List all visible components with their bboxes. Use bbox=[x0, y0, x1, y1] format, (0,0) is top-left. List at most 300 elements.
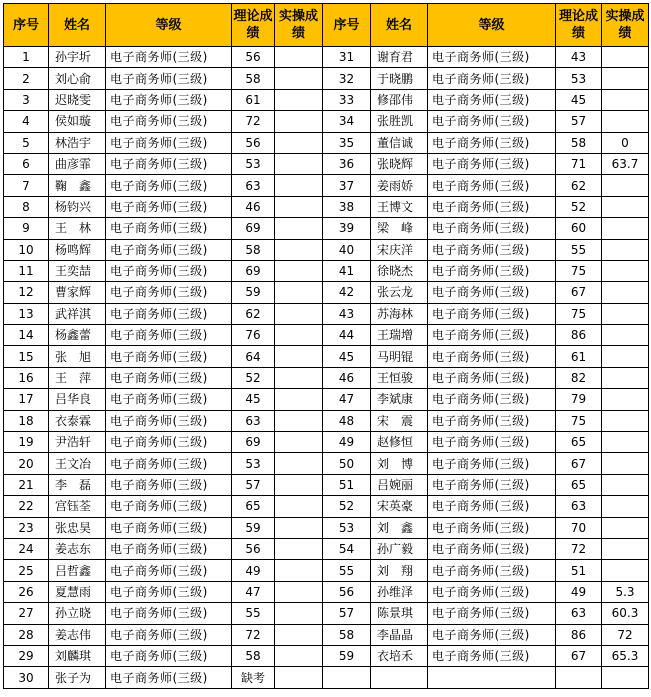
seq-cell: 24 bbox=[4, 538, 49, 559]
seq-cell: 31 bbox=[323, 47, 371, 68]
theory-score-cell: 67 bbox=[556, 645, 602, 666]
level-cell: 电子商务师(三级) bbox=[106, 624, 232, 645]
seq-cell: 13 bbox=[4, 303, 49, 324]
theory-score-cell: 59 bbox=[232, 517, 275, 538]
name-cell: 姜志东 bbox=[49, 538, 106, 559]
name-cell: 吕哲鑫 bbox=[49, 560, 106, 581]
theory-score-cell: 56 bbox=[232, 538, 275, 559]
practice-score-cell bbox=[275, 517, 323, 538]
table-row bbox=[4, 496, 649, 517]
practice-score-cell bbox=[275, 432, 323, 453]
name-cell: 赵修恒 bbox=[371, 432, 428, 453]
seq-cell: 18 bbox=[4, 410, 49, 431]
name-cell: 宋庆洋 bbox=[371, 239, 428, 260]
table-row bbox=[4, 603, 649, 624]
name-cell: 王奕喆 bbox=[49, 260, 106, 281]
level-cell: 电子商务师(三级) bbox=[106, 260, 232, 281]
theory-score-cell: 53 bbox=[232, 153, 275, 174]
table-row bbox=[4, 453, 649, 474]
seq-cell: 51 bbox=[323, 474, 371, 495]
practice-score-cell bbox=[602, 560, 649, 581]
name-cell: 张 旭 bbox=[49, 346, 106, 367]
practice-score-cell bbox=[275, 111, 323, 132]
table-row bbox=[4, 47, 649, 68]
practice-score-cell bbox=[602, 367, 649, 388]
theory-score-cell: 57 bbox=[232, 474, 275, 495]
level-cell: 电子商务师(三级) bbox=[106, 581, 232, 602]
name-cell: 侯如璇 bbox=[49, 111, 106, 132]
seq-cell: 56 bbox=[323, 581, 371, 602]
theory-score-cell: 64 bbox=[232, 346, 275, 367]
practice-score-cell bbox=[275, 581, 323, 602]
level-cell: 电子商务师(三级) bbox=[106, 47, 232, 68]
name-cell: 曹家辉 bbox=[49, 282, 106, 303]
seq-cell: 48 bbox=[323, 410, 371, 431]
practice-score-cell bbox=[275, 47, 323, 68]
name-cell: 宫钰荃 bbox=[49, 496, 106, 517]
name-cell: 杨钧兴 bbox=[49, 196, 106, 217]
seq-cell: 37 bbox=[323, 175, 371, 196]
seq-cell: 29 bbox=[4, 645, 49, 666]
table-row bbox=[4, 517, 649, 538]
level-cell: 电子商务师(三级) bbox=[106, 325, 232, 346]
level-cell: 电子商务师(三级) bbox=[106, 645, 232, 666]
name-cell: 曲彦霏 bbox=[49, 153, 106, 174]
theory-score-cell: 53 bbox=[232, 453, 275, 474]
seq-cell: 35 bbox=[323, 132, 371, 153]
practice-score-cell bbox=[275, 218, 323, 239]
theory-score-cell: 45 bbox=[232, 389, 275, 410]
practice-score-cell: 5.3 bbox=[602, 581, 649, 602]
theory-score-cell: 72 bbox=[556, 538, 602, 559]
header-level: 等级 bbox=[106, 4, 232, 47]
level-cell: 电子商务师(三级) bbox=[106, 538, 232, 559]
name-cell: 李斌康 bbox=[371, 389, 428, 410]
level-cell: 电子商务师(三级) bbox=[106, 517, 232, 538]
level-cell: 电子商务师(三级) bbox=[428, 346, 556, 367]
seq-cell: 3 bbox=[4, 89, 49, 110]
table-row bbox=[4, 282, 649, 303]
name-cell: 张子为 bbox=[49, 667, 106, 688]
seq-cell: 19 bbox=[4, 432, 49, 453]
theory-score-cell: 52 bbox=[556, 196, 602, 217]
practice-score-cell bbox=[602, 196, 649, 217]
seq-cell: 1 bbox=[4, 47, 49, 68]
practice-score-cell bbox=[602, 389, 649, 410]
seq-cell: 58 bbox=[323, 624, 371, 645]
seq-cell: 46 bbox=[323, 367, 371, 388]
level-cell: 电子商务师(三级) bbox=[428, 111, 556, 132]
seq-cell: 57 bbox=[323, 603, 371, 624]
name-cell: 杨鸣辉 bbox=[49, 239, 106, 260]
theory-score-cell: 56 bbox=[232, 47, 275, 68]
practice-score-cell: 63.7 bbox=[602, 153, 649, 174]
level-cell: 电子商务师(三级) bbox=[428, 260, 556, 281]
theory-score-cell: 76 bbox=[232, 325, 275, 346]
level-cell: 电子商务师(三级) bbox=[428, 603, 556, 624]
level-cell: 电子商务师(三级) bbox=[106, 496, 232, 517]
practice-score-cell bbox=[602, 260, 649, 281]
theory-score-cell: 61 bbox=[556, 346, 602, 367]
practice-score-cell: 72 bbox=[602, 624, 649, 645]
level-cell: 电子商务师(三级) bbox=[428, 389, 556, 410]
name-cell: 王瑞增 bbox=[371, 325, 428, 346]
theory-score-cell: 79 bbox=[556, 389, 602, 410]
practice-score-cell bbox=[602, 474, 649, 495]
level-cell: 电子商务师(三级) bbox=[106, 432, 232, 453]
practice-score-cell bbox=[275, 303, 323, 324]
name-cell: 王博文 bbox=[371, 196, 428, 217]
table-row bbox=[4, 89, 649, 110]
seq-cell: 14 bbox=[4, 325, 49, 346]
practice-score-cell bbox=[275, 325, 323, 346]
table-row bbox=[4, 667, 649, 688]
name-cell: 迟晓雯 bbox=[49, 89, 106, 110]
header-theory: 理论成绩 bbox=[556, 4, 602, 47]
header-seq: 序号 bbox=[323, 4, 371, 47]
table-row bbox=[4, 538, 649, 559]
table-row bbox=[4, 581, 649, 602]
header-seq: 序号 bbox=[4, 4, 49, 47]
theory-score-cell: 45 bbox=[556, 89, 602, 110]
theory-score-cell: 46 bbox=[232, 196, 275, 217]
table-row bbox=[4, 132, 649, 153]
level-cell: 电子商务师(三级) bbox=[106, 474, 232, 495]
seq-cell: 8 bbox=[4, 196, 49, 217]
level-cell: 电子商务师(三级) bbox=[428, 153, 556, 174]
seq-cell: 44 bbox=[323, 325, 371, 346]
theory-score-cell: 69 bbox=[232, 260, 275, 281]
seq-cell: 34 bbox=[323, 111, 371, 132]
theory-score-cell: 67 bbox=[556, 453, 602, 474]
practice-score-cell bbox=[275, 538, 323, 559]
practice-score-cell bbox=[602, 68, 649, 89]
header-practice: 实操成绩 bbox=[602, 4, 649, 47]
theory-score-cell: 70 bbox=[556, 517, 602, 538]
theory-score-cell: 63 bbox=[232, 410, 275, 431]
practice-score-cell bbox=[275, 68, 323, 89]
theory-score-cell: 65 bbox=[232, 496, 275, 517]
practice-score-cell bbox=[602, 346, 649, 367]
practice-score-cell bbox=[275, 410, 323, 431]
practice-score-cell bbox=[602, 47, 649, 68]
seq-cell bbox=[323, 667, 371, 688]
seq-cell: 50 bbox=[323, 453, 371, 474]
theory-score-cell: 49 bbox=[556, 581, 602, 602]
practice-score-cell bbox=[275, 282, 323, 303]
practice-score-cell bbox=[602, 667, 649, 688]
score-sheet bbox=[3, 3, 649, 689]
seq-cell: 40 bbox=[323, 239, 371, 260]
seq-cell: 25 bbox=[4, 560, 49, 581]
seq-cell: 49 bbox=[323, 432, 371, 453]
score-table bbox=[3, 3, 649, 689]
level-cell: 电子商务师(三级) bbox=[428, 624, 556, 645]
name-cell: 李 磊 bbox=[49, 474, 106, 495]
name-cell: 徐晓杰 bbox=[371, 260, 428, 281]
name-cell: 姜雨娇 bbox=[371, 175, 428, 196]
level-cell: 电子商务师(三级) bbox=[106, 132, 232, 153]
practice-score-cell bbox=[275, 603, 323, 624]
seq-cell: 33 bbox=[323, 89, 371, 110]
level-cell: 电子商务师(三级) bbox=[106, 667, 232, 688]
practice-score-cell bbox=[275, 132, 323, 153]
practice-score-cell bbox=[602, 282, 649, 303]
practice-score-cell bbox=[602, 175, 649, 196]
theory-score-cell: 75 bbox=[556, 260, 602, 281]
practice-score-cell bbox=[602, 218, 649, 239]
name-cell: 杨鑫蕾 bbox=[49, 325, 106, 346]
seq-cell: 32 bbox=[323, 68, 371, 89]
name-cell: 衣泰霖 bbox=[49, 410, 106, 431]
seq-cell: 28 bbox=[4, 624, 49, 645]
header-name: 姓名 bbox=[49, 4, 106, 47]
practice-score-cell bbox=[275, 89, 323, 110]
table-row bbox=[4, 432, 649, 453]
level-cell: 电子商务师(三级) bbox=[428, 325, 556, 346]
level-cell: 电子商务师(三级) bbox=[428, 538, 556, 559]
seq-cell: 15 bbox=[4, 346, 49, 367]
table-row bbox=[4, 111, 649, 132]
practice-score-cell bbox=[602, 517, 649, 538]
theory-score-cell: 53 bbox=[556, 68, 602, 89]
name-cell: 林浩宇 bbox=[49, 132, 106, 153]
practice-score-cell bbox=[275, 346, 323, 367]
table-row bbox=[4, 303, 649, 324]
practice-score-cell bbox=[275, 453, 323, 474]
table-row bbox=[4, 624, 649, 645]
table-row bbox=[4, 239, 649, 260]
seq-cell: 17 bbox=[4, 389, 49, 410]
table-row bbox=[4, 645, 649, 666]
level-cell: 电子商务师(三级) bbox=[106, 389, 232, 410]
level-cell: 电子商务师(三级) bbox=[106, 218, 232, 239]
seq-cell: 12 bbox=[4, 282, 49, 303]
seq-cell: 54 bbox=[323, 538, 371, 559]
name-cell: 陈景琪 bbox=[371, 603, 428, 624]
seq-cell: 45 bbox=[323, 346, 371, 367]
name-cell: 孙维泽 bbox=[371, 581, 428, 602]
practice-score-cell bbox=[602, 303, 649, 324]
level-cell: 电子商务师(三级) bbox=[428, 218, 556, 239]
level-cell: 电子商务师(三级) bbox=[428, 367, 556, 388]
theory-score-cell: 69 bbox=[232, 218, 275, 239]
name-cell: 张忠昊 bbox=[49, 517, 106, 538]
theory-score-cell: 65 bbox=[556, 474, 602, 495]
name-cell: 张晓辉 bbox=[371, 153, 428, 174]
practice-score-cell bbox=[602, 325, 649, 346]
seq-cell: 16 bbox=[4, 367, 49, 388]
seq-cell: 27 bbox=[4, 603, 49, 624]
theory-score-cell: 60 bbox=[556, 218, 602, 239]
name-cell: 王 萍 bbox=[49, 367, 106, 388]
seq-cell: 4 bbox=[4, 111, 49, 132]
table-row bbox=[4, 474, 649, 495]
practice-score-cell bbox=[275, 389, 323, 410]
name-cell: 孙立晓 bbox=[49, 603, 106, 624]
practice-score-cell: 65.3 bbox=[602, 645, 649, 666]
seq-cell: 9 bbox=[4, 218, 49, 239]
practice-score-cell bbox=[275, 367, 323, 388]
practice-score-cell bbox=[275, 175, 323, 196]
level-cell bbox=[428, 667, 556, 688]
level-cell: 电子商务师(三级) bbox=[106, 175, 232, 196]
level-cell: 电子商务师(三级) bbox=[428, 474, 556, 495]
level-cell: 电子商务师(三级) bbox=[106, 239, 232, 260]
table-row bbox=[4, 325, 649, 346]
name-cell bbox=[371, 667, 428, 688]
name-cell: 姜志伟 bbox=[49, 624, 106, 645]
theory-score-cell: 63 bbox=[232, 175, 275, 196]
level-cell: 电子商务师(三级) bbox=[106, 560, 232, 581]
level-cell: 电子商务师(三级) bbox=[106, 453, 232, 474]
practice-score-cell: 60.3 bbox=[602, 603, 649, 624]
level-cell: 电子商务师(三级) bbox=[428, 517, 556, 538]
seq-cell: 21 bbox=[4, 474, 49, 495]
level-cell: 电子商务师(三级) bbox=[428, 645, 556, 666]
theory-score-cell: 51 bbox=[556, 560, 602, 581]
theory-score-cell: 缺考 bbox=[232, 667, 275, 688]
theory-score-cell: 58 bbox=[232, 239, 275, 260]
theory-score-cell: 72 bbox=[232, 624, 275, 645]
name-cell: 张云龙 bbox=[371, 282, 428, 303]
practice-score-cell bbox=[275, 153, 323, 174]
seq-cell: 42 bbox=[323, 282, 371, 303]
name-cell: 孙宇圻 bbox=[49, 47, 106, 68]
seq-cell: 39 bbox=[323, 218, 371, 239]
seq-cell: 38 bbox=[323, 196, 371, 217]
name-cell: 王 林 bbox=[49, 218, 106, 239]
level-cell: 电子商务师(三级) bbox=[428, 560, 556, 581]
header-practice: 实操成绩 bbox=[275, 4, 323, 47]
seq-cell: 52 bbox=[323, 496, 371, 517]
seq-cell: 23 bbox=[4, 517, 49, 538]
seq-cell: 26 bbox=[4, 581, 49, 602]
level-cell: 电子商务师(三级) bbox=[106, 346, 232, 367]
name-cell: 王恒骏 bbox=[371, 367, 428, 388]
theory-score-cell: 61 bbox=[232, 89, 275, 110]
theory-score-cell: 58 bbox=[556, 132, 602, 153]
level-cell: 电子商务师(三级) bbox=[106, 196, 232, 217]
name-cell: 修邵伟 bbox=[371, 89, 428, 110]
practice-score-cell bbox=[602, 111, 649, 132]
seq-cell: 53 bbox=[323, 517, 371, 538]
name-cell: 武祥淇 bbox=[49, 303, 106, 324]
name-cell: 刘 鑫 bbox=[371, 517, 428, 538]
level-cell: 电子商务师(三级) bbox=[428, 496, 556, 517]
theory-score-cell: 43 bbox=[556, 47, 602, 68]
name-cell: 董信诚 bbox=[371, 132, 428, 153]
theory-score-cell: 57 bbox=[556, 111, 602, 132]
level-cell: 电子商务师(三级) bbox=[106, 603, 232, 624]
table-body bbox=[4, 47, 649, 689]
seq-cell: 11 bbox=[4, 260, 49, 281]
theory-score-cell: 71 bbox=[556, 153, 602, 174]
level-cell: 电子商务师(三级) bbox=[428, 410, 556, 431]
level-cell: 电子商务师(三级) bbox=[106, 153, 232, 174]
theory-score-cell: 65 bbox=[556, 432, 602, 453]
theory-score-cell: 58 bbox=[232, 68, 275, 89]
practice-score-cell: 0 bbox=[602, 132, 649, 153]
table-row bbox=[4, 175, 649, 196]
name-cell: 梁 峰 bbox=[371, 218, 428, 239]
name-cell: 马明锟 bbox=[371, 346, 428, 367]
level-cell: 电子商务师(三级) bbox=[428, 453, 556, 474]
level-cell: 电子商务师(三级) bbox=[106, 410, 232, 431]
practice-score-cell bbox=[275, 645, 323, 666]
theory-score-cell bbox=[556, 667, 602, 688]
practice-score-cell bbox=[602, 89, 649, 110]
theory-score-cell: 63 bbox=[556, 603, 602, 624]
level-cell: 电子商务师(三级) bbox=[428, 89, 556, 110]
theory-score-cell: 75 bbox=[556, 303, 602, 324]
table-row bbox=[4, 196, 649, 217]
seq-cell: 5 bbox=[4, 132, 49, 153]
theory-score-cell: 86 bbox=[556, 624, 602, 645]
practice-score-cell bbox=[275, 496, 323, 517]
name-cell: 鞠 鑫 bbox=[49, 175, 106, 196]
practice-score-cell bbox=[275, 667, 323, 688]
level-cell: 电子商务师(三级) bbox=[428, 47, 556, 68]
seq-cell: 7 bbox=[4, 175, 49, 196]
theory-score-cell: 62 bbox=[232, 303, 275, 324]
practice-score-cell bbox=[275, 260, 323, 281]
name-cell: 李晶晶 bbox=[371, 624, 428, 645]
theory-score-cell: 55 bbox=[232, 603, 275, 624]
name-cell: 吕华良 bbox=[49, 389, 106, 410]
theory-score-cell: 52 bbox=[232, 367, 275, 388]
theory-score-cell: 69 bbox=[232, 432, 275, 453]
practice-score-cell bbox=[602, 432, 649, 453]
level-cell: 电子商务师(三级) bbox=[428, 282, 556, 303]
header-row bbox=[4, 4, 649, 47]
theory-score-cell: 62 bbox=[556, 175, 602, 196]
practice-score-cell bbox=[602, 239, 649, 260]
table-row bbox=[4, 346, 649, 367]
theory-score-cell: 58 bbox=[232, 645, 275, 666]
name-cell: 衣培禾 bbox=[371, 645, 428, 666]
level-cell: 电子商务师(三级) bbox=[428, 581, 556, 602]
name-cell: 刘心俞 bbox=[49, 68, 106, 89]
practice-score-cell bbox=[275, 474, 323, 495]
seq-cell: 47 bbox=[323, 389, 371, 410]
practice-score-cell bbox=[602, 453, 649, 474]
level-cell: 电子商务师(三级) bbox=[428, 303, 556, 324]
name-cell: 宋英豪 bbox=[371, 496, 428, 517]
seq-cell: 30 bbox=[4, 667, 49, 688]
level-cell: 电子商务师(三级) bbox=[106, 303, 232, 324]
name-cell: 吕婉丽 bbox=[371, 474, 428, 495]
practice-score-cell bbox=[275, 196, 323, 217]
seq-cell: 41 bbox=[323, 260, 371, 281]
level-cell: 电子商务师(三级) bbox=[428, 175, 556, 196]
level-cell: 电子商务师(三级) bbox=[428, 432, 556, 453]
seq-cell: 10 bbox=[4, 239, 49, 260]
table-row bbox=[4, 260, 649, 281]
practice-score-cell bbox=[275, 624, 323, 645]
theory-score-cell: 72 bbox=[232, 111, 275, 132]
theory-score-cell: 63 bbox=[556, 496, 602, 517]
table-row bbox=[4, 68, 649, 89]
level-cell: 电子商务师(三级) bbox=[428, 196, 556, 217]
table-row bbox=[4, 560, 649, 581]
practice-score-cell bbox=[602, 496, 649, 517]
name-cell: 刘 博 bbox=[371, 453, 428, 474]
theory-score-cell: 67 bbox=[556, 282, 602, 303]
table-row bbox=[4, 367, 649, 388]
practice-score-cell bbox=[275, 560, 323, 581]
theory-score-cell: 59 bbox=[232, 282, 275, 303]
